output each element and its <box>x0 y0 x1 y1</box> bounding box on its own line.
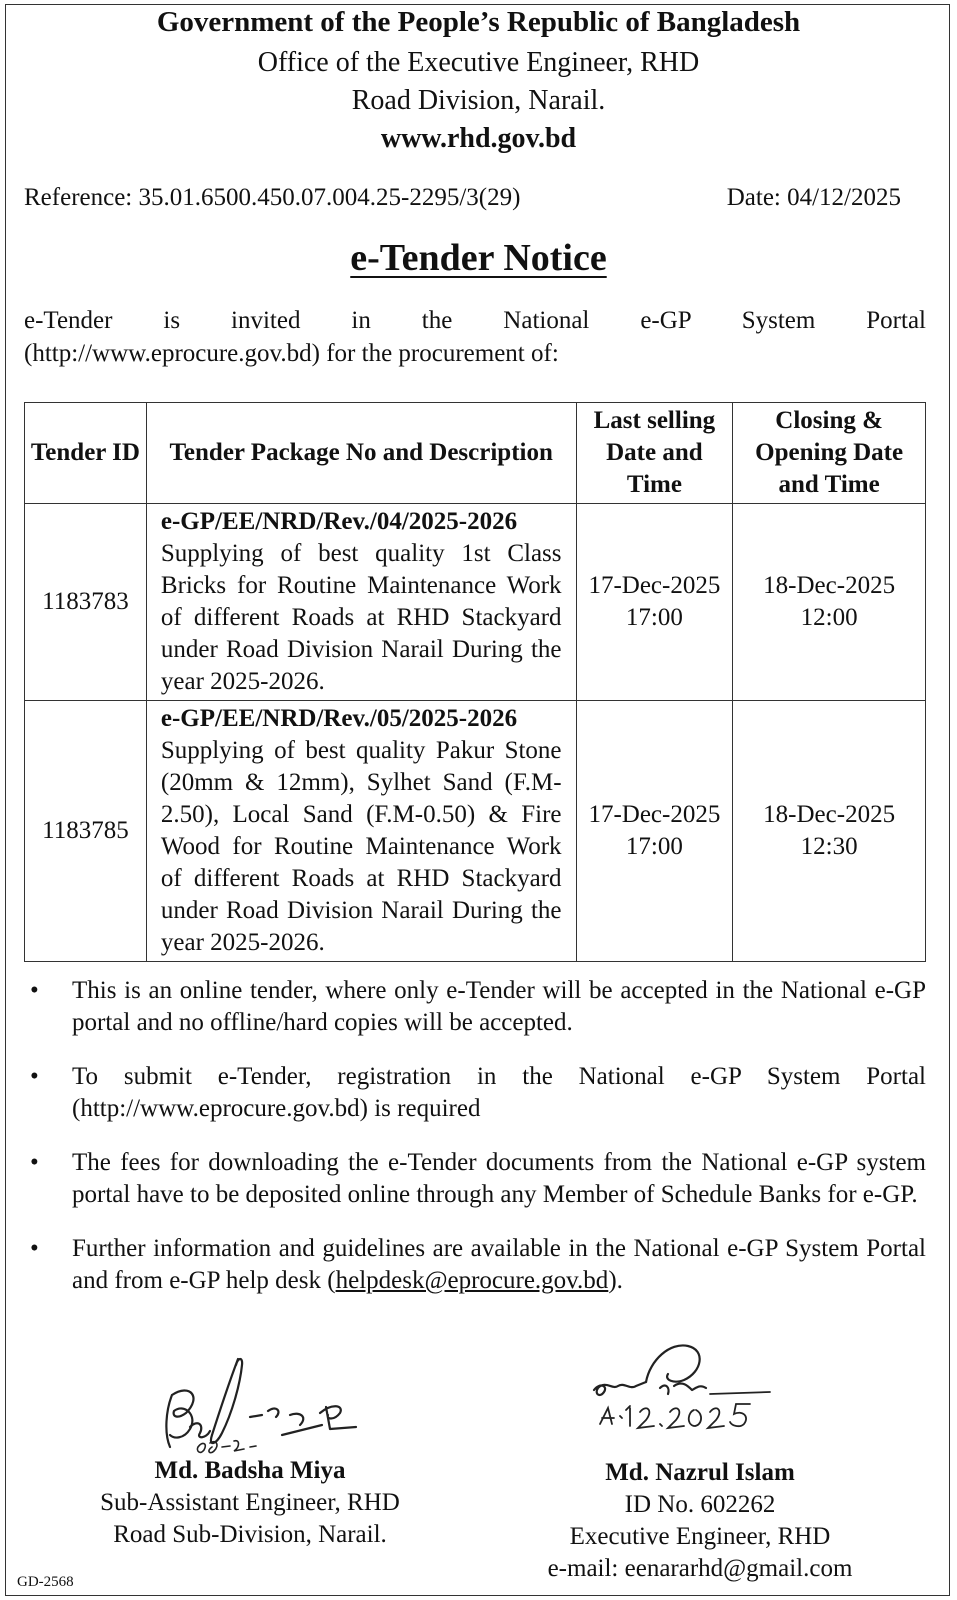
signatory-right-name: Md. Nazrul Islam <box>605 1459 795 1486</box>
table-header-row <box>25 403 926 504</box>
signatory-left-designation: Sub-Assistant Engineer, RHD <box>100 1489 400 1516</box>
website-link[interactable]: www.rhd.gov.bd <box>380 123 577 154</box>
closing-date: 18-Dec-2025 <box>763 801 896 828</box>
closing-time: 12:00 <box>800 604 858 631</box>
header-tender-id: Tender ID <box>25 403 147 504</box>
bullet-icon: • <box>30 1235 39 1262</box>
description-cell <box>146 504 576 701</box>
list-item: • To submit e-Tender, registration in the National e-GP System Portal (http://www.eprocure.gov.bd) is required <box>30 1063 926 1122</box>
signatory-left-name: Md. Badsha Miya <box>154 1457 346 1484</box>
table-row <box>25 701 926 962</box>
list-item: • This is an online tender, where only e-Tender will be accepted in the National e-GP portal and no offline/hard copies will be accepted. <box>30 977 926 1036</box>
signatory-right-id: ID No. 602262 <box>624 1491 776 1518</box>
signature-left-image <box>150 1355 370 1460</box>
table-row <box>25 504 926 701</box>
government-heading: Government of the People’s Republic of Bangladesh <box>156 6 801 38</box>
intro-line-2: (http://www.eprocure.gov.bd) for the procurement of: <box>24 340 559 367</box>
header-closing: Closing & Opening Date and Time <box>733 403 926 504</box>
bullet-icon: • <box>30 977 39 1004</box>
signatory-right-email[interactable]: e-mail: eenararhd@gmail.com <box>547 1555 853 1582</box>
package-description: Supplying of best quality 1st Class Bricks for Routine Maintenance Work of different Roads at RHD Stackyard under Road Division Narail During the year 2025-2026. <box>160 540 562 695</box>
tender-table <box>24 402 926 962</box>
signatory-right-designation: Executive Engineer, RHD <box>569 1523 831 1550</box>
office-name: Office of the Executive Engineer, RHD <box>257 47 700 78</box>
intro-line-1: e-Tender is invited in the National e-GP System Portal <box>24 307 926 334</box>
closing-date: 18-Dec-2025 <box>763 572 896 599</box>
list-item: • Further information and guidelines are available in the National e-GP System Portal and from e-GP help desk (helpdesk@eprocure.gov.bd). <box>30 1235 926 1294</box>
signatory-left <box>70 1455 430 1551</box>
package-number: e-GP/EE/NRD/Rev./04/2025-2026 <box>160 508 518 535</box>
reference-number: Reference: 35.01.6500.450.07.004.25-2295/3(29) <box>24 184 521 211</box>
notice-date: Date: 04/12/2025 <box>726 184 901 211</box>
intro-paragraph <box>24 304 926 370</box>
bullet-icon: • <box>30 1063 39 1090</box>
last-selling-date: 17-Dec-2025 <box>588 801 721 828</box>
last-selling-date: 17-Dec-2025 <box>588 572 721 599</box>
last-selling-time: 17:00 <box>625 604 683 631</box>
signature-right-image <box>590 1338 790 1438</box>
tender-id-cell: 1183783 <box>25 504 147 701</box>
helpdesk-email-link[interactable]: helpdesk@eprocure.gov.bd <box>335 1267 609 1294</box>
footer-code: GD-2568 <box>17 1574 74 1590</box>
division-name: Road Division, Narail. <box>351 85 606 116</box>
last-selling-cell <box>576 701 733 962</box>
closing-time: 12:30 <box>800 833 858 860</box>
last-selling-cell <box>576 504 733 701</box>
signatory-right <box>530 1457 870 1585</box>
header-description: Tender Package No and Description <box>146 403 576 504</box>
closing-cell <box>733 504 926 701</box>
package-number: e-GP/EE/NRD/Rev./05/2025-2026 <box>160 705 518 732</box>
bullet-icon: • <box>30 1149 39 1176</box>
signatory-left-office: Road Sub-Division, Narail. <box>113 1521 387 1548</box>
package-description: Supplying of best quality Pakur Stone (20mm & 12mm), Sylhet Sand (F.M-2.50), Local Sand (F.M-0.50) & Fire Wood for Routine Maintenance Work of different Roads at RHD Stackyard under Road Division Narail During the year 2025-2026. <box>160 737 562 956</box>
header-last-selling: Last selling Date and Time <box>576 403 733 504</box>
notice-bullets <box>24 975 926 1319</box>
notice-title: e-Tender Notice <box>350 237 607 279</box>
last-selling-time: 17:00 <box>625 833 683 860</box>
description-cell <box>146 701 576 962</box>
list-item: • The fees for downloading the e-Tender documents from the National e-GP system portal have to be deposited online through any Member of Schedule Banks for e-GP. <box>30 1149 926 1208</box>
tender-id-cell: 1183785 <box>25 701 147 962</box>
closing-cell <box>733 701 926 962</box>
